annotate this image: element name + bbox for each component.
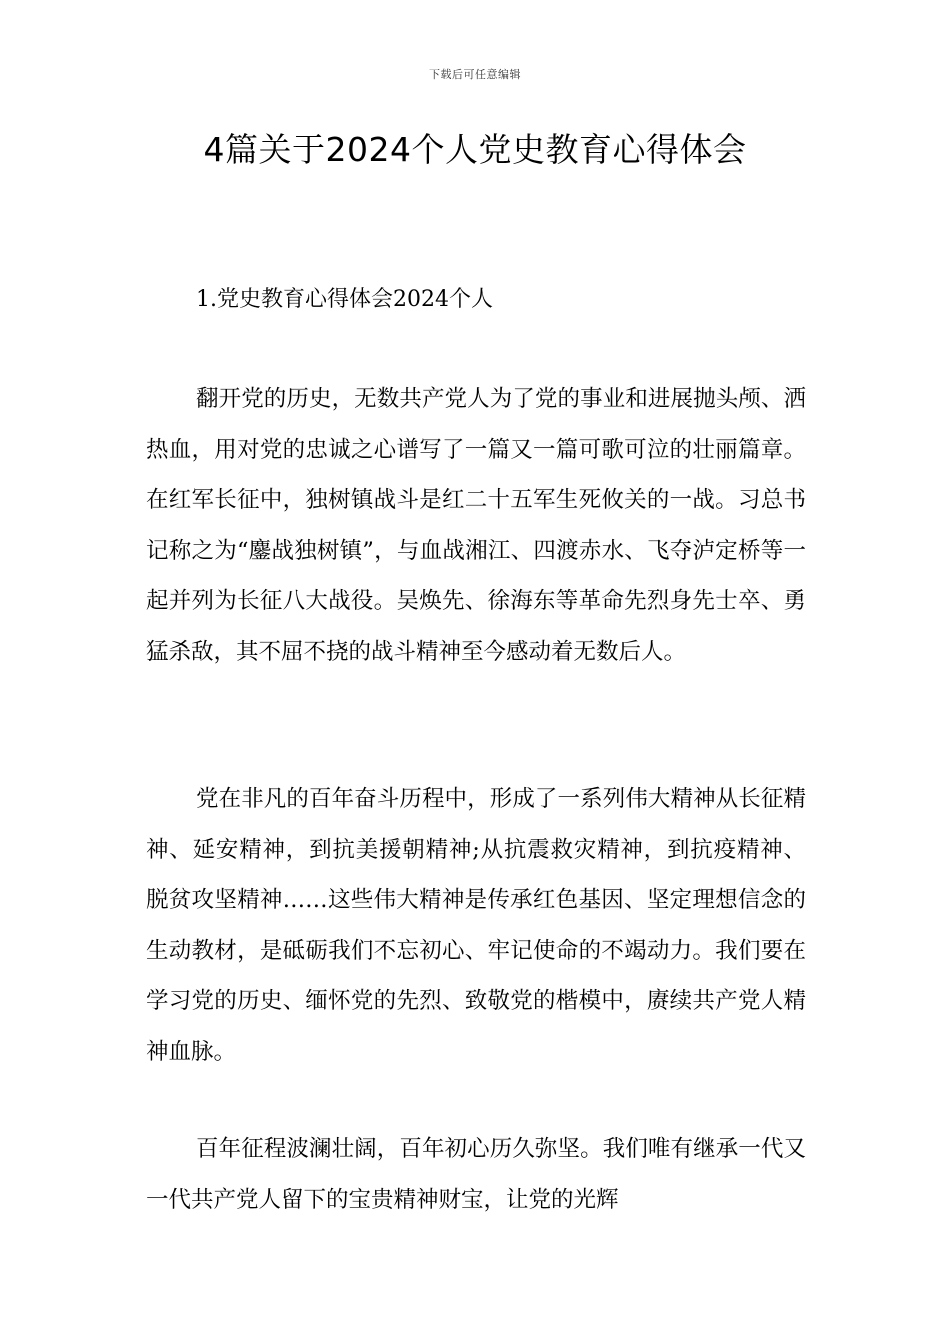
document-title: 4篇关于2024个人党史教育心得体会: [203, 130, 747, 169]
section-heading: 1.党史教育心得体会2024个人: [196, 287, 493, 312]
paragraph-3: 百年征程波澜壮阔，百年初心历久弥坚。我们唯有继承一代又一代共产党人留下的宝贵精神财宝，让党的光辉: [146, 1136, 806, 1213]
paragraph-2: 党在非凡的百年奋斗历程中，形成了一系列伟大精神从长征精神、延安精神，到抗美援朝精神;从抗震救灾精神，到抗疫精神、脱贫攻坚精神……这些伟大精神是传承红色基因、坚定理想信念的生动教材，是砥砺我们不忘初心、牢记使命的不竭动力。我们要在学习党的历史、缅怀党的先烈、致敬党的楷模中，赓续共产党人精神血脉。: [146, 786, 806, 1065]
paragraph-1: 翻开党的历史，无数共产党人为了党的事业和进展抛头颅、洒热血，用对党的忠诚之心谱写了一篇又一篇可歌可泣的壮丽篇章。在红军长征中，独树镇战斗是红二十五军生死攸关的一战。习总书记称之为“鏖战独树镇”，与血战湘江、四渡赤水、飞夺泸定桥等一起并列为长征八大战役。吴焕先、徐海东等革命先烈身先士卒、勇猛杀敌，其不屈不挠的战斗精神至今感动着无数后人。: [146, 386, 806, 665]
header-note: 下载后可任意编辑: [429, 68, 521, 81]
